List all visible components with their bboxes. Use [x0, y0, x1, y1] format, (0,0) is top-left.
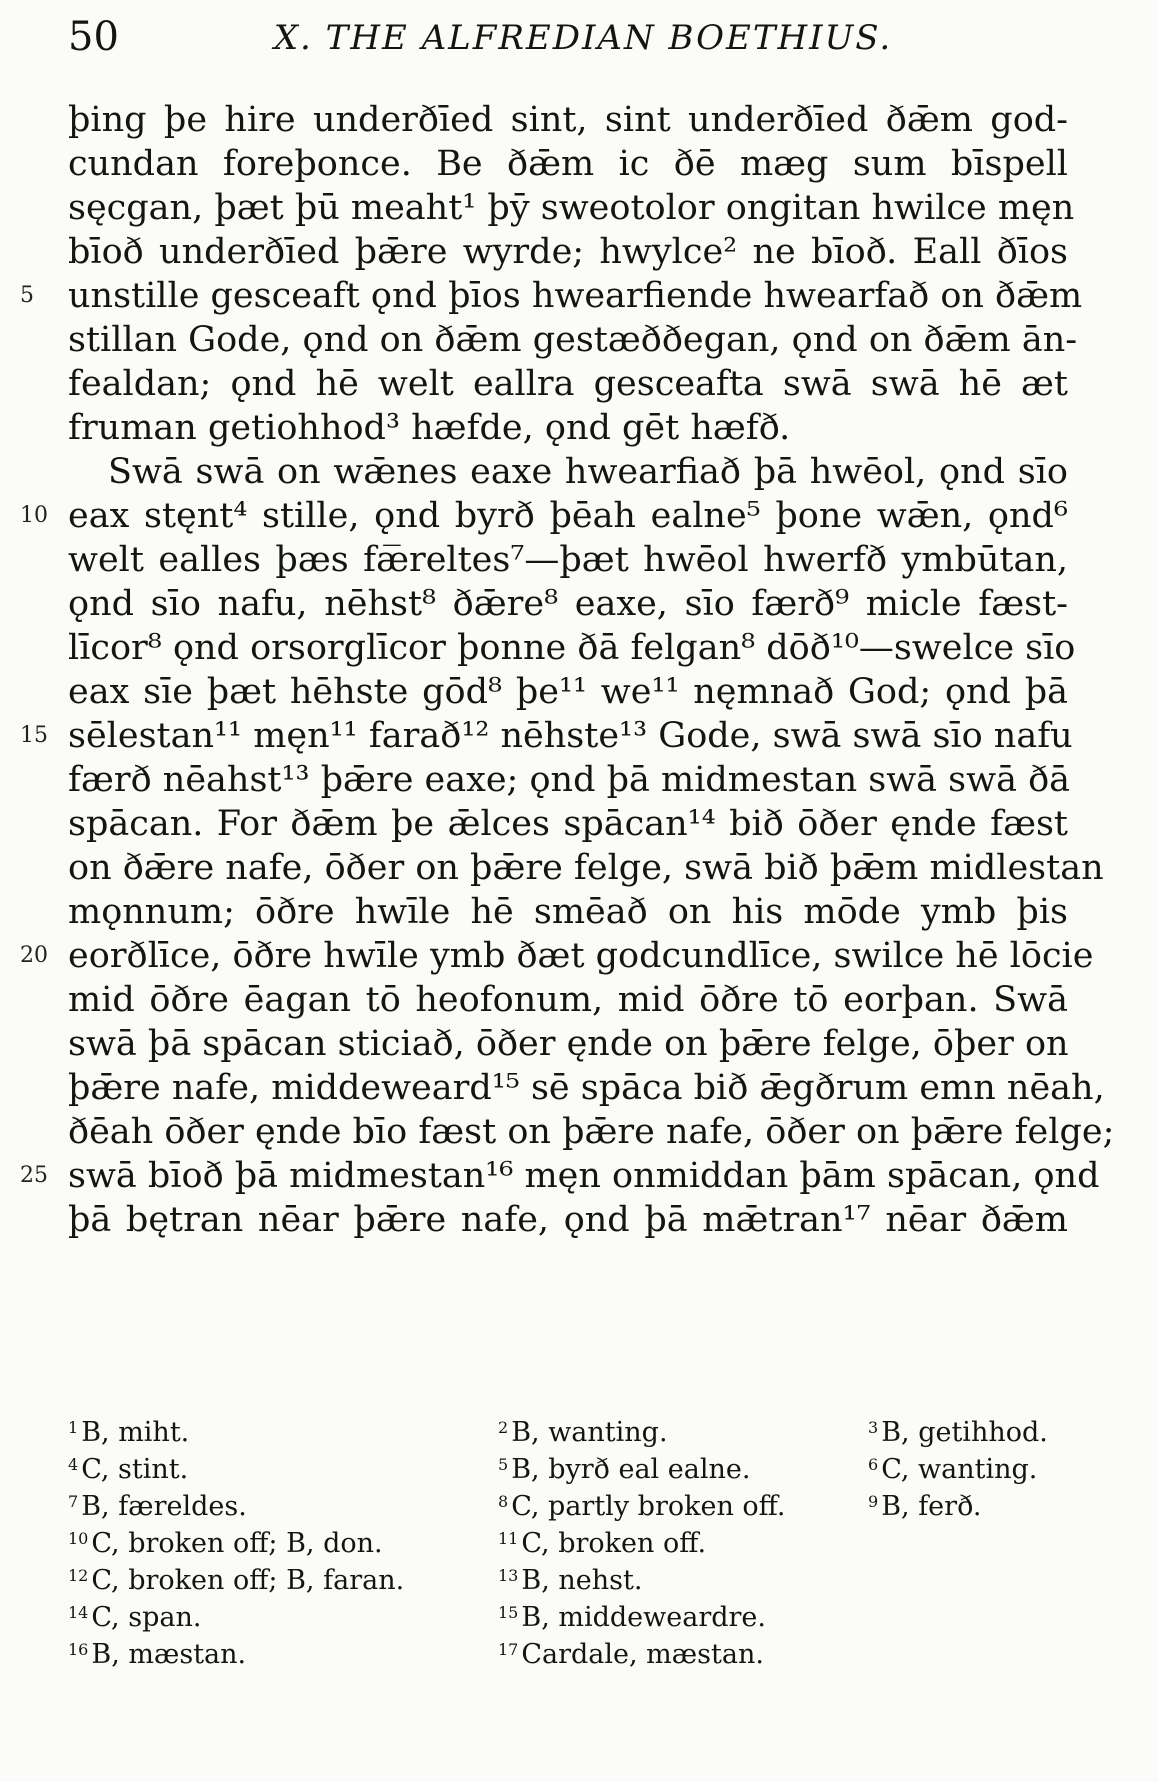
- line-number: 10: [20, 503, 48, 528]
- text-line: Swā swā on wǣnes eaxe hwearfiað þā hwēol, ǫnd sīo: [108, 452, 1068, 492]
- footnote: $^{10}$ C, broken off; B, don.: [68, 1528, 383, 1559]
- text-line: cundan foreþonce. Be ðǣm ic ðē mæg sum bīspell: [68, 144, 1068, 184]
- footnote: $^{11}$ C, broken off.: [498, 1528, 707, 1559]
- footnote: $^{15}$ B, middeweardre.: [498, 1602, 766, 1633]
- text-line: mid ōðre ēagan tō heofonum, mid ōðre tō eorþan. Swā: [68, 980, 1068, 1020]
- text-line: swā þā spācan sticiað, ōðer ęnde on þǣre felge, ōþer on: [68, 1024, 1069, 1064]
- text-line: færð nēahst¹³ þǣre eaxe; ǫnd þā midmestan swā swā ðā: [68, 760, 1071, 800]
- text-line: bīoð underðīed þǣre wyrde; hwylce² ne bīoð. Eall ðīos: [68, 232, 1068, 272]
- footnote: $^8$ C, partly broken off.: [498, 1491, 786, 1522]
- footnote: $^3$ B, getihhod.: [868, 1417, 1048, 1448]
- footnote: $^7$ B, færeldes.: [68, 1491, 247, 1522]
- text-line: eax stęnt⁴ stille, ǫnd byrð þēah ealne⁵ þone wǣn, ǫnd⁶: [68, 496, 1068, 536]
- line-number: 15: [20, 723, 48, 748]
- text-line: līcor⁸ ǫnd orsorglīcor þonne ðā felgan⁸ dōð¹⁰—swelce sīo: [68, 628, 1076, 668]
- text-line: þǣre nafe, middeweard¹⁵ sē spāca bið ǣgðrum emn nēah,: [68, 1068, 1105, 1108]
- text-line: sēlestan¹¹ męn¹¹ farað¹² nēhste¹³ Gode, swā swā sīo nafu: [68, 716, 1073, 756]
- footnote: $^{17}$ Cardale, mæstan.: [498, 1639, 764, 1670]
- text-line: welt ealles þæs fæ̅reltes⁷—þæt hwēol hwerfð ymbūtan,: [68, 540, 1068, 580]
- footnote: $^{13}$ B, nehst.: [498, 1565, 643, 1596]
- footnote: $^{14}$ C, span.: [68, 1602, 202, 1633]
- footnote: $^4$ C, stint.: [68, 1454, 189, 1485]
- line-number: 25: [20, 1163, 48, 1188]
- line-number: 20: [20, 943, 48, 968]
- text-line: eorðlīce, ōðre hwīle ymb ðæt godcundlīce, swilce hē lōcie: [68, 936, 1094, 976]
- text-line: fealdan; ǫnd hē welt eallra gesceafta swā swā hē æt: [68, 364, 1068, 404]
- text-line: þā bętran nēar þǣre nafe, ǫnd þā mǣtran¹⁷ nēar ðǣm: [68, 1200, 1068, 1240]
- text-line: ǫnd sīo nafu, nēhst⁸ ðǣre⁸ eaxe, sīo færð⁹ micle fæst-: [68, 584, 1068, 624]
- line-number: 5: [20, 283, 34, 308]
- page-header: [58, 14, 1108, 70]
- footnote: $^{16}$ B, mæstan.: [68, 1639, 247, 1670]
- text-line: on ðǣre nafe, ōðer on þǣre felge, swā bið þǣm midlestan: [68, 848, 1104, 888]
- running-head: X. THE ALFREDIAN BOETHIUS.: [273, 18, 893, 58]
- page-number: 50: [68, 14, 119, 60]
- text-line: þing þe hire underðīed sint, sint underðīed ðǣm god-: [68, 100, 1068, 140]
- text-line: ðēah ōðer ęnde bīo fæst on þǣre nafe, ōðer on þǣre felge;: [68, 1112, 1115, 1152]
- footnote: $^6$ C, wanting.: [868, 1454, 1038, 1485]
- footnote: $^5$ B, byrð eal ealne.: [498, 1454, 751, 1485]
- text-line: mǫnnum; ōðre hwīle hē smēað on his mōde ymb þis: [68, 892, 1068, 932]
- footnote: $^9$ B, ferð.: [868, 1491, 982, 1522]
- text-line: unstille gesceaft ǫnd þīos hwearfiende hwearfað on ðǣm: [68, 276, 1083, 316]
- footnote: $^{12}$ C, broken off; B, faran.: [68, 1565, 405, 1596]
- footnote: $^1$ B, miht.: [68, 1417, 190, 1448]
- text-line: eax sīe þæt hēhste gōd⁸ þe¹¹ we¹¹ nęmnað God; ǫnd þā: [68, 672, 1068, 712]
- text-line: fruman getiohhod³ hæfde, ǫnd gēt hæfð.: [68, 408, 791, 448]
- footnote: $^2$ B, wanting.: [498, 1417, 668, 1448]
- text-line: sęcgan, þæt þū meaht¹ þȳ sweotolor ongitan hwilce męn: [68, 188, 1075, 228]
- text-line: stillan Gode, ǫnd on ðǣm gestæððegan, ǫnd on ðǣm ān-: [68, 320, 1078, 360]
- text-line: swā bīoð þā midmestan¹⁶ męn onmiddan þām spācan, ǫnd: [68, 1156, 1100, 1196]
- text-line: spācan. For ðǣm þe ǣlces spācan¹⁴ bið ōðer ęnde fæst: [68, 804, 1068, 844]
